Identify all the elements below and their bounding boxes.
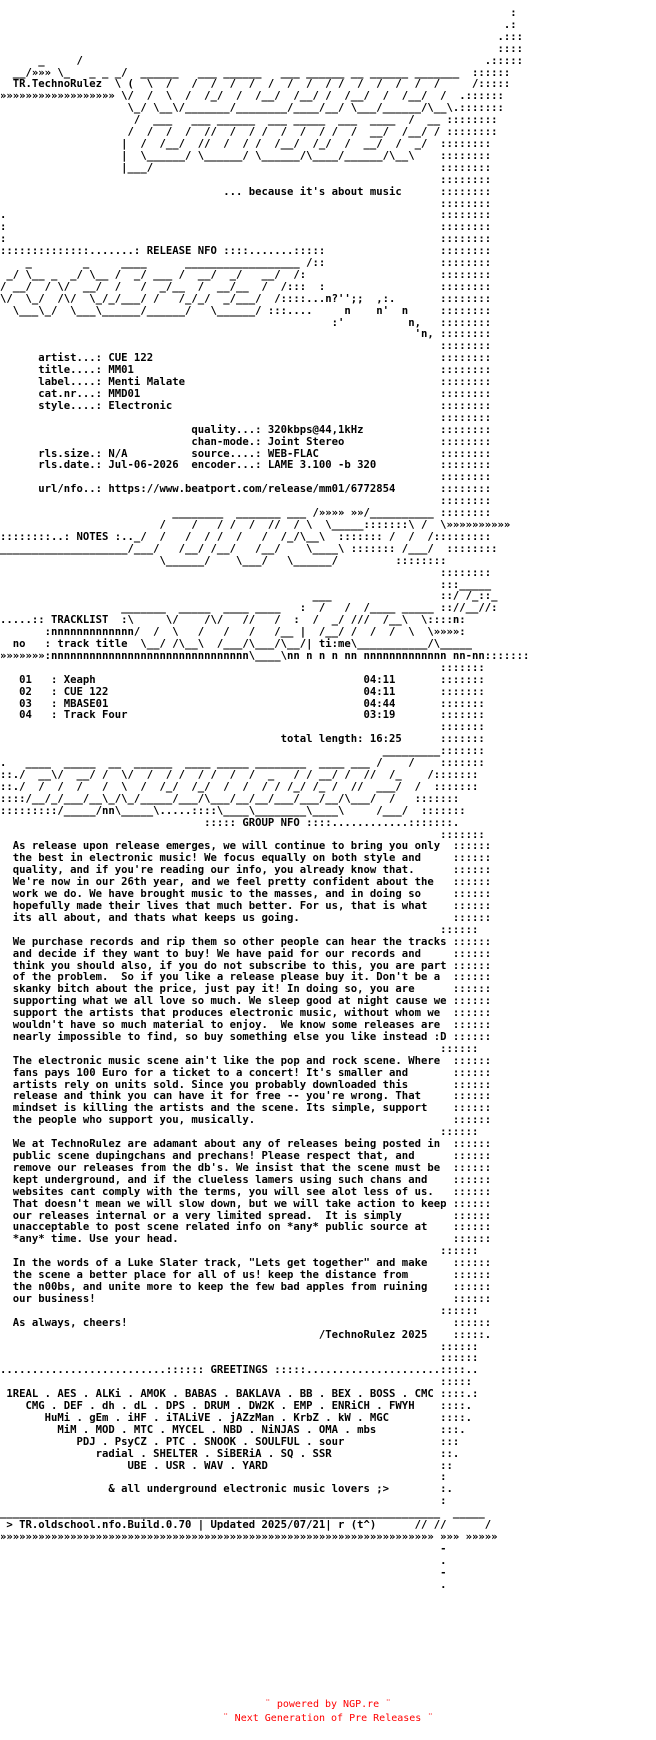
footer-tagline: ¨ Next Generation of Pre Releases ¨ bbox=[222, 1713, 434, 1724]
footer bbox=[0, 1698, 656, 1726]
nfo-text: : .: .::: :::: _ / .::::: __/»»» \_ _ _ _/ ______ ___ ______ ___ ______ __ ______ _______ :::::: TR.TechnoRulez \ ( \ / / / / / / / / / / / / / / / /::::: »»»»»»»»»»»»»»»»»» \/ / \ / /_/ / /__/ /__/ / /__/ / /__/ / .:::::: \_/ \__\/_______/________/____/__/ \___/______/\__\.::::::: / ___ ___ ______ ___ _____ ___ ____ / __ :::::::: / / / / // / / / / / / / / __/ /__/ / :::::::: | / /__/ // / / / /__/ /_/ / __/ / _/ :::::::: | \______/ \______/ \______/\____/______/\__\ :::::::: |___/ :::::::: :::::::: ... because it's about music :::::::: :::::::: . :::::::: : :::::::: : :::::::: ::::::::::::::.......: RELEASE NFO ::::.......::::: :::::::: _ _ ____ __________________ /:: :::::::: _/ \__ _ _/ \__ / _/ ___ / __/ _/ __/ /: :::::::: / __/ / \/ __/ / / _/__ / __/__ / /::: : :::::::: \/ \_/ /\/ \_/_/___/ / /_/_/ _/___/ /::::...n?'';; ,:. :::::::: \___\_/ \___\______/______/ \______/ :::.... n n' n :::::::: :' n, :::::::: 'n, :::::::: :::::::: artist...: CUE 122 :::::::: title....: MM01 :::::::: label....: Menti Malate :::::::: cat.nr...: MMD01 :::::::: style....: Electronic :::::::: :::::::: quality...: 320kbps@44,1kHz :::::::: chan-mode.: Joint Stereo :::::::: rls.size.: N/A source....: WEB-FLAC :::::::: rls.date.: Jul-06-2026 encoder...: LAME 3.100 -b 320 :::::::: :::::::: url/nfo..: https://www.beatport.com/release/mm01/6772854 :::::::: :::::::: ________ _______ ___ /»»»» »»/__________ :::::::: / / / / / // / \ \_____:::::::\ / \»»»»»»»»»» ::::::::..: NOTES :.._/ / / / / / / /_/\__\ ::::::: / / /::::::::: ____________________/___/ /__/ /__/ /__/ \____\ ::::::: /___/ :::::::: \______/ \___/ \______/ :::::::: :::::::: :::_____ ___ ::/ /_::_ _______ _____ ____ ____ : / / /____ _____ :://__//: .....:: TRACKLIST :\ \/ /\/ // / : / _/ /// /__\ \::::n: :nnnnnnnnnnnnn/ / \ / / / /__ | /__/ / / / \ \»»»»: no : track title \__/ /\__\ /___/\___/\__/| ti:me\___________/\_____ »»»»»»»:nnnnnnnnnnnnnnnnnnnnnnnnnnnnnnn\____\nn n n n nn nnnnnnnnnnnnn nn-nn::::::: ::::::: 01 : Xeaph 04:11 ::::::: 02 : CUE 122 04:11 ::::::: 03 : MBASE01 04:44 ::::::: 04 : Track Four 03:19 ::::::: ::::::: total length: 16:25 ::::::: _________::::::: . ____ _____ __ ______ ____ _____ ________ ____ ___ / / ::::::: ::./ __\/ __/ / \/ / / / / / / / _ / / __/ / // /_ /::::::: ::./ / / / / \ / /_/ /_/ / / / / /_/ /_ / // ___/ / ::::::: ::::/__/_/___/__\_/\_/_____/___/\___/__/__/___/___/__/\___/ / ::::::: :::::::::/_____/nn\_____\.....::::\____\________\____\ /___/ ::::::: ::::: GROUP NFO ::::............:::::::. ::::::: As release upon release emerges, we will continue to bring you only :::::: the best in electronic music! We focus equally on both style and :::::: quality, and if you're reading our info, you already know that. :::::: We're now in our 26th year, and we feel pretty confident about the :::::: work we do. We have brought music to the masses, and in doing so :::::: hopefully made their lives that much better. For us, that is what :::::: its all about, and thats what keeps us going. :::::: :::::: We purchase records and rip them so other people can hear the tracks :::::: and decide if they want to buy! We have paid for our records and :::::: think you should also, if you do not subscribe to this, you are part :::::: of the problem. So if you like a release please buy it. Don't be a :::::: skanky bitch about the price, just pay it! In doing so, you are :::::: supporting what we all love so much. We sleep good at night cause we :::::: support the artists that produces electronic music, without whom we :::::: wouldn't have so much material to enjoy. We know some releases are :::::: nearly impossible to find, so buy something else you like instead :D :::::: :::::: The electronic music scene ain't like the pop and rock scene. Where :::::: fans pays 100 Euro for a ticket to a concert! It's smaller and :::::: artists rely on units sold. Since you probably downloaded this :::::: release and think you can have it for free -- you're wrong. That :::::: mindset is killing the artists and the scene. Its simple, support :::::: the people who support you, musically. :::::: :::::: We at TechnoRulez are adamant about any of releases being posted in :::::: public scene dupingchans and prechans! Please respect that, and :::::: remove our releases from the db's. We insist that the scene must be :::::: kept underground, and if the clueless lamers using such chans and :::::: websites cant comply with the terms, you will see alot less of us. :::::: That doesn't mean we will slow down, but we will take action to keep :::::: our releases internal or a very limited spread. It is simply :::::: unacceptable to post scene related info on *any* public source at :::::: *any* time. Use your head. :::::: :::::: In the words of a Luke Slater track, "Lets get together" and make :::::: the scene a better place for all of us! keep the distance from :::::: the n00bs, and unite more to keep the few bad apples from ruining :::::: our business! :::::: :::::: As always, cheers! :::::: /TechnoRulez 2025 :::::. :::::: :::::: ..........................:::::: GREETINGS :::::.....................::::.. ::::: 1REAL . AES . ALKi . AMOK . BABAS . BAKLAVA . BB . BEX . BOSS . CMC ::::.: CMG . DEF . dh . dL . DPS . DRUM . DW2K . EMP . ENRiCH . FWYH ::::. HuMi . gEm . iHF . iTALiVE . jAZzMan . KrbZ . kW . MGC ::::. MiM . MOD . MTC . MYCEL . NBD . NiNJAS . OMA . mbs :::. PDJ . PsyCZ . PTC . SNOOK . SOULFUL . sour ::: radial . SHELTER . SiBERiA . SQ . SSR ::. UBE . USR . WAV . YARD :: : & all underground electronic music lovers ;> :. : _____________________________________________________________________ _____ > TR.oldschool.nfo.Build.0.70 | Updated 2025/07/21| r (t^) // // / »»»»»»»»»»»»»»»»»»»»»»»»»»»»»»»»»»»»»»»»»»»»»»»»»»»»»»»»»»»»»»»»»»»» »»» »»»»» - . - . bbox=[0, 7, 530, 1591]
footer-powered-by: ¨ powered by NGP.re ¨ bbox=[264, 1699, 392, 1710]
